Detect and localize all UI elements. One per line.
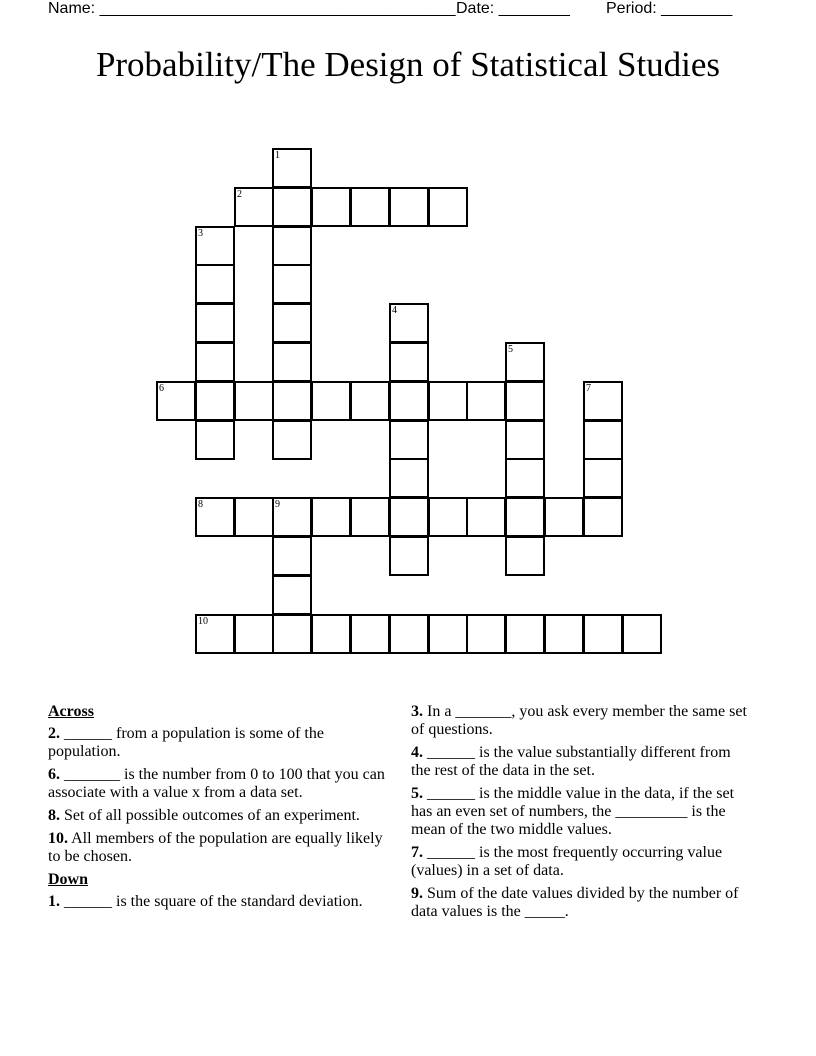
crossword-cell[interactable] bbox=[583, 614, 623, 654]
crossword-cell[interactable] bbox=[583, 497, 623, 537]
clue-number: 8 bbox=[198, 499, 203, 510]
crossword-cell[interactable] bbox=[195, 381, 235, 421]
crossword-cell[interactable] bbox=[505, 536, 545, 576]
crossword-cell[interactable] bbox=[350, 381, 390, 421]
crossword-cell[interactable] bbox=[389, 497, 429, 537]
crossword-cell[interactable] bbox=[428, 381, 468, 421]
crossword-cell[interactable] bbox=[234, 381, 274, 421]
date-field[interactable]: Date: ________ bbox=[456, 0, 570, 17]
crossword-cell[interactable] bbox=[272, 342, 312, 382]
crossword-cell[interactable] bbox=[195, 420, 235, 460]
clue-number: 6 bbox=[159, 383, 164, 394]
crossword-cell[interactable] bbox=[195, 226, 235, 266]
clue-down-5: 5. ______ is the middle value in the data, if the set has an even set of numbers, the _________ is the mean of the two middle values. bbox=[411, 785, 735, 838]
crossword-cell[interactable] bbox=[195, 303, 235, 343]
crossword-cell[interactable] bbox=[389, 420, 429, 460]
crossword-cell[interactable] bbox=[428, 187, 468, 227]
clue-across-10: 10. All members of the population are equally likely to be chosen. bbox=[48, 830, 383, 865]
clues-column-left bbox=[48, 703, 393, 916]
crossword-cell[interactable] bbox=[428, 614, 468, 654]
clue-number: 2 bbox=[237, 189, 242, 200]
crossword-cell[interactable] bbox=[389, 614, 429, 654]
crossword-cell[interactable] bbox=[272, 148, 312, 188]
crossword-cell[interactable] bbox=[389, 458, 429, 498]
crossword-cell[interactable] bbox=[505, 497, 545, 537]
crossword-cell[interactable] bbox=[389, 303, 429, 343]
crossword-cell[interactable] bbox=[272, 420, 312, 460]
crossword-cell[interactable] bbox=[195, 342, 235, 382]
crossword-cell[interactable] bbox=[311, 187, 351, 227]
page-title: Probability/The Design of Statistical Studies bbox=[95, 45, 721, 84]
crossword-cell[interactable] bbox=[311, 497, 351, 537]
crossword-cell[interactable] bbox=[272, 187, 312, 227]
clue-number: 7 bbox=[586, 383, 591, 394]
clue-number: 1 bbox=[275, 150, 280, 161]
clue-down-3: 3. In a _______, you ask every member the same set of questions. bbox=[411, 703, 747, 738]
crossword-cell[interactable] bbox=[428, 497, 468, 537]
clue-number: 10 bbox=[198, 616, 208, 627]
crossword-cell[interactable] bbox=[466, 381, 506, 421]
crossword-cell[interactable] bbox=[195, 614, 235, 654]
crossword-cell[interactable] bbox=[272, 497, 312, 537]
header-fields bbox=[48, 0, 768, 20]
clue-number: 3 bbox=[198, 228, 203, 239]
crossword-cell[interactable] bbox=[466, 614, 506, 654]
crossword-cell[interactable] bbox=[272, 381, 312, 421]
clue-across-8: 8. Set of all possible outcomes of an experiment. bbox=[48, 807, 360, 824]
crossword-cell[interactable] bbox=[389, 342, 429, 382]
crossword-cell[interactable] bbox=[622, 614, 662, 654]
crossword-cell[interactable] bbox=[544, 497, 584, 537]
crossword-cell[interactable] bbox=[350, 187, 390, 227]
crossword-cell[interactable] bbox=[583, 420, 623, 460]
clue-down-9: 9. Sum of the date values divided by the number of data values is the _____. bbox=[411, 885, 739, 920]
crossword-cell[interactable] bbox=[311, 381, 351, 421]
period-field[interactable]: Period: ________ bbox=[606, 0, 733, 17]
clue-number: 4 bbox=[392, 305, 397, 316]
clue-down-4: 4. ______ is the value substantially different from the rest of the data in the set. bbox=[411, 744, 731, 779]
crossword-cell[interactable] bbox=[234, 614, 274, 654]
clue-down-7: 7. ______ is the most frequently occurring value (values) in a set of data. bbox=[411, 844, 723, 879]
crossword-cell[interactable] bbox=[389, 381, 429, 421]
crossword-cell[interactable] bbox=[505, 342, 545, 382]
crossword-cell[interactable] bbox=[156, 381, 196, 421]
crossword-cell[interactable] bbox=[272, 226, 312, 266]
name-field[interactable]: Name: ________________________________________ bbox=[48, 0, 456, 17]
crossword-cell[interactable] bbox=[389, 536, 429, 576]
crossword-cell[interactable] bbox=[583, 458, 623, 498]
clue-across-6: 6. _______ is the number from 0 to 100 that you can associate with a value x from a data set. bbox=[48, 766, 385, 801]
crossword-cell[interactable] bbox=[505, 614, 545, 654]
crossword-cell[interactable] bbox=[195, 497, 235, 537]
clue-across-2: 2. ______ from a population is some of the population. bbox=[48, 725, 324, 760]
crossword-cell[interactable] bbox=[389, 187, 429, 227]
across-heading: Across bbox=[48, 703, 94, 720]
crossword-cell[interactable] bbox=[195, 264, 235, 304]
crossword-cell[interactable] bbox=[350, 614, 390, 654]
crossword-cell[interactable] bbox=[505, 420, 545, 460]
crossword-cell[interactable] bbox=[466, 497, 506, 537]
clue-number: 5 bbox=[508, 344, 513, 355]
clue-down-1: 1. ______ is the square of the standard deviation. bbox=[48, 893, 363, 910]
crossword-cell[interactable] bbox=[272, 614, 312, 654]
crossword-cell[interactable] bbox=[272, 264, 312, 304]
crossword-cell[interactable] bbox=[311, 614, 351, 654]
crossword-cell[interactable] bbox=[544, 614, 584, 654]
crossword-cell[interactable] bbox=[583, 381, 623, 421]
crossword-cell[interactable] bbox=[272, 536, 312, 576]
down-heading: Down bbox=[48, 871, 89, 888]
crossword-cell[interactable] bbox=[272, 575, 312, 615]
crossword-cell[interactable] bbox=[234, 497, 274, 537]
crossword-cell[interactable] bbox=[505, 458, 545, 498]
clues-column-right bbox=[411, 703, 751, 926]
crossword-cell[interactable] bbox=[272, 303, 312, 343]
crossword-cell[interactable] bbox=[234, 187, 274, 227]
crossword-cell[interactable] bbox=[505, 381, 545, 421]
crossword-cell[interactable] bbox=[350, 497, 390, 537]
clue-number: 9 bbox=[275, 499, 280, 510]
